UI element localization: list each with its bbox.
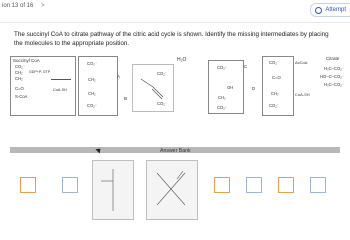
co2-label-b2: CO₂⁻: [157, 101, 168, 106]
attempt-label: Attempt: [325, 7, 346, 13]
co2-label-b1: CO₂⁻: [157, 71, 168, 76]
citrate-line-3: H₂C–CO₂⁻: [324, 82, 345, 87]
ch2-label-a2: CH₂: [88, 91, 96, 96]
answer-slot-4[interactable]: [246, 177, 262, 193]
molecule-structure-2: [147, 161, 197, 219]
question-text: The succinyl CoA to citrate pathway of the citric acid cycle is shown. Identify the missing intermediates by placing the molecules to the appropriate position.: [14, 31, 329, 47]
drop-zone-a[interactable]: [78, 56, 121, 116]
citrate-line-1: H₂C–CO₂⁻: [324, 66, 345, 71]
succinyl-line-2: CH₂: [15, 70, 23, 75]
step-label-c: C: [244, 64, 248, 69]
coa-sh-label: CoA-SH: [53, 88, 67, 92]
clock-icon: [315, 7, 322, 14]
succinyl-line-5: S-CoA: [15, 94, 28, 99]
arrow: [51, 79, 71, 80]
c-o-label: C=O: [272, 75, 281, 80]
attempt-button[interactable]: [310, 3, 350, 17]
gdp-gtp-label: GDP+Pᵢ GTP: [29, 70, 51, 74]
co2-label-d1: CO₂⁻: [269, 60, 280, 65]
acetyl-coa-label: AcCoA: [295, 60, 308, 65]
oxaloacetate-panel: [262, 56, 294, 116]
succinyl-line-1: CO₂⁻: [15, 64, 26, 69]
co2-label-a2: CO₂⁻: [87, 103, 98, 108]
succinyl-line-4: C=O: [15, 86, 24, 91]
answer-card-2[interactable]: [146, 160, 198, 220]
oh-label: OH: [227, 85, 234, 90]
step-label-d: D: [252, 86, 256, 91]
answer-slot-3[interactable]: [214, 177, 230, 193]
answer-slot-5[interactable]: [278, 177, 294, 193]
top-bar: [0, 0, 350, 23]
citrate-title: Citrate: [326, 56, 340, 61]
answer-card-1[interactable]: [92, 160, 134, 220]
co2-label-c1: CO₂⁻: [217, 65, 228, 70]
ch2-label-d: CH₂: [271, 91, 279, 96]
succinyl-coa-title: Succinyl CoA: [13, 58, 40, 63]
ch2-label-a1: CH₂: [88, 77, 96, 82]
co2-label-d2: CO₂⁻: [269, 103, 280, 108]
co2-label-c2: CO₂⁻: [217, 105, 228, 110]
chevron-right-icon[interactable]: >: [41, 3, 45, 9]
question-counter[interactable]: [2, 3, 45, 9]
step-label-a: A: [117, 74, 121, 79]
step-label-b: B: [124, 96, 128, 101]
coa-sh-label-2: CoA-SH: [295, 92, 310, 97]
question-counter-text: ion 13 of 16: [2, 3, 34, 9]
answer-bank-label: Answer Bank: [160, 148, 191, 154]
h2o-label: H₂O: [177, 57, 187, 63]
drop-zone-c[interactable]: [208, 60, 244, 114]
citrate-line-2: HO–C–CO₂⁻: [320, 74, 345, 79]
ch2-label-c: CH₂: [218, 95, 226, 100]
pathway-diagram: [10, 56, 350, 128]
co2-label-a: CO₂⁻: [87, 61, 98, 66]
drop-zone-b[interactable]: [132, 64, 174, 112]
answer-slot-1[interactable]: [20, 177, 36, 193]
succinyl-line-3: CH₂: [15, 76, 23, 81]
answer-slot-2[interactable]: [62, 177, 78, 193]
succinyl-coa-panel: [10, 56, 76, 116]
answer-slot-6[interactable]: [310, 177, 326, 193]
molecule-structure-1: [93, 161, 133, 219]
